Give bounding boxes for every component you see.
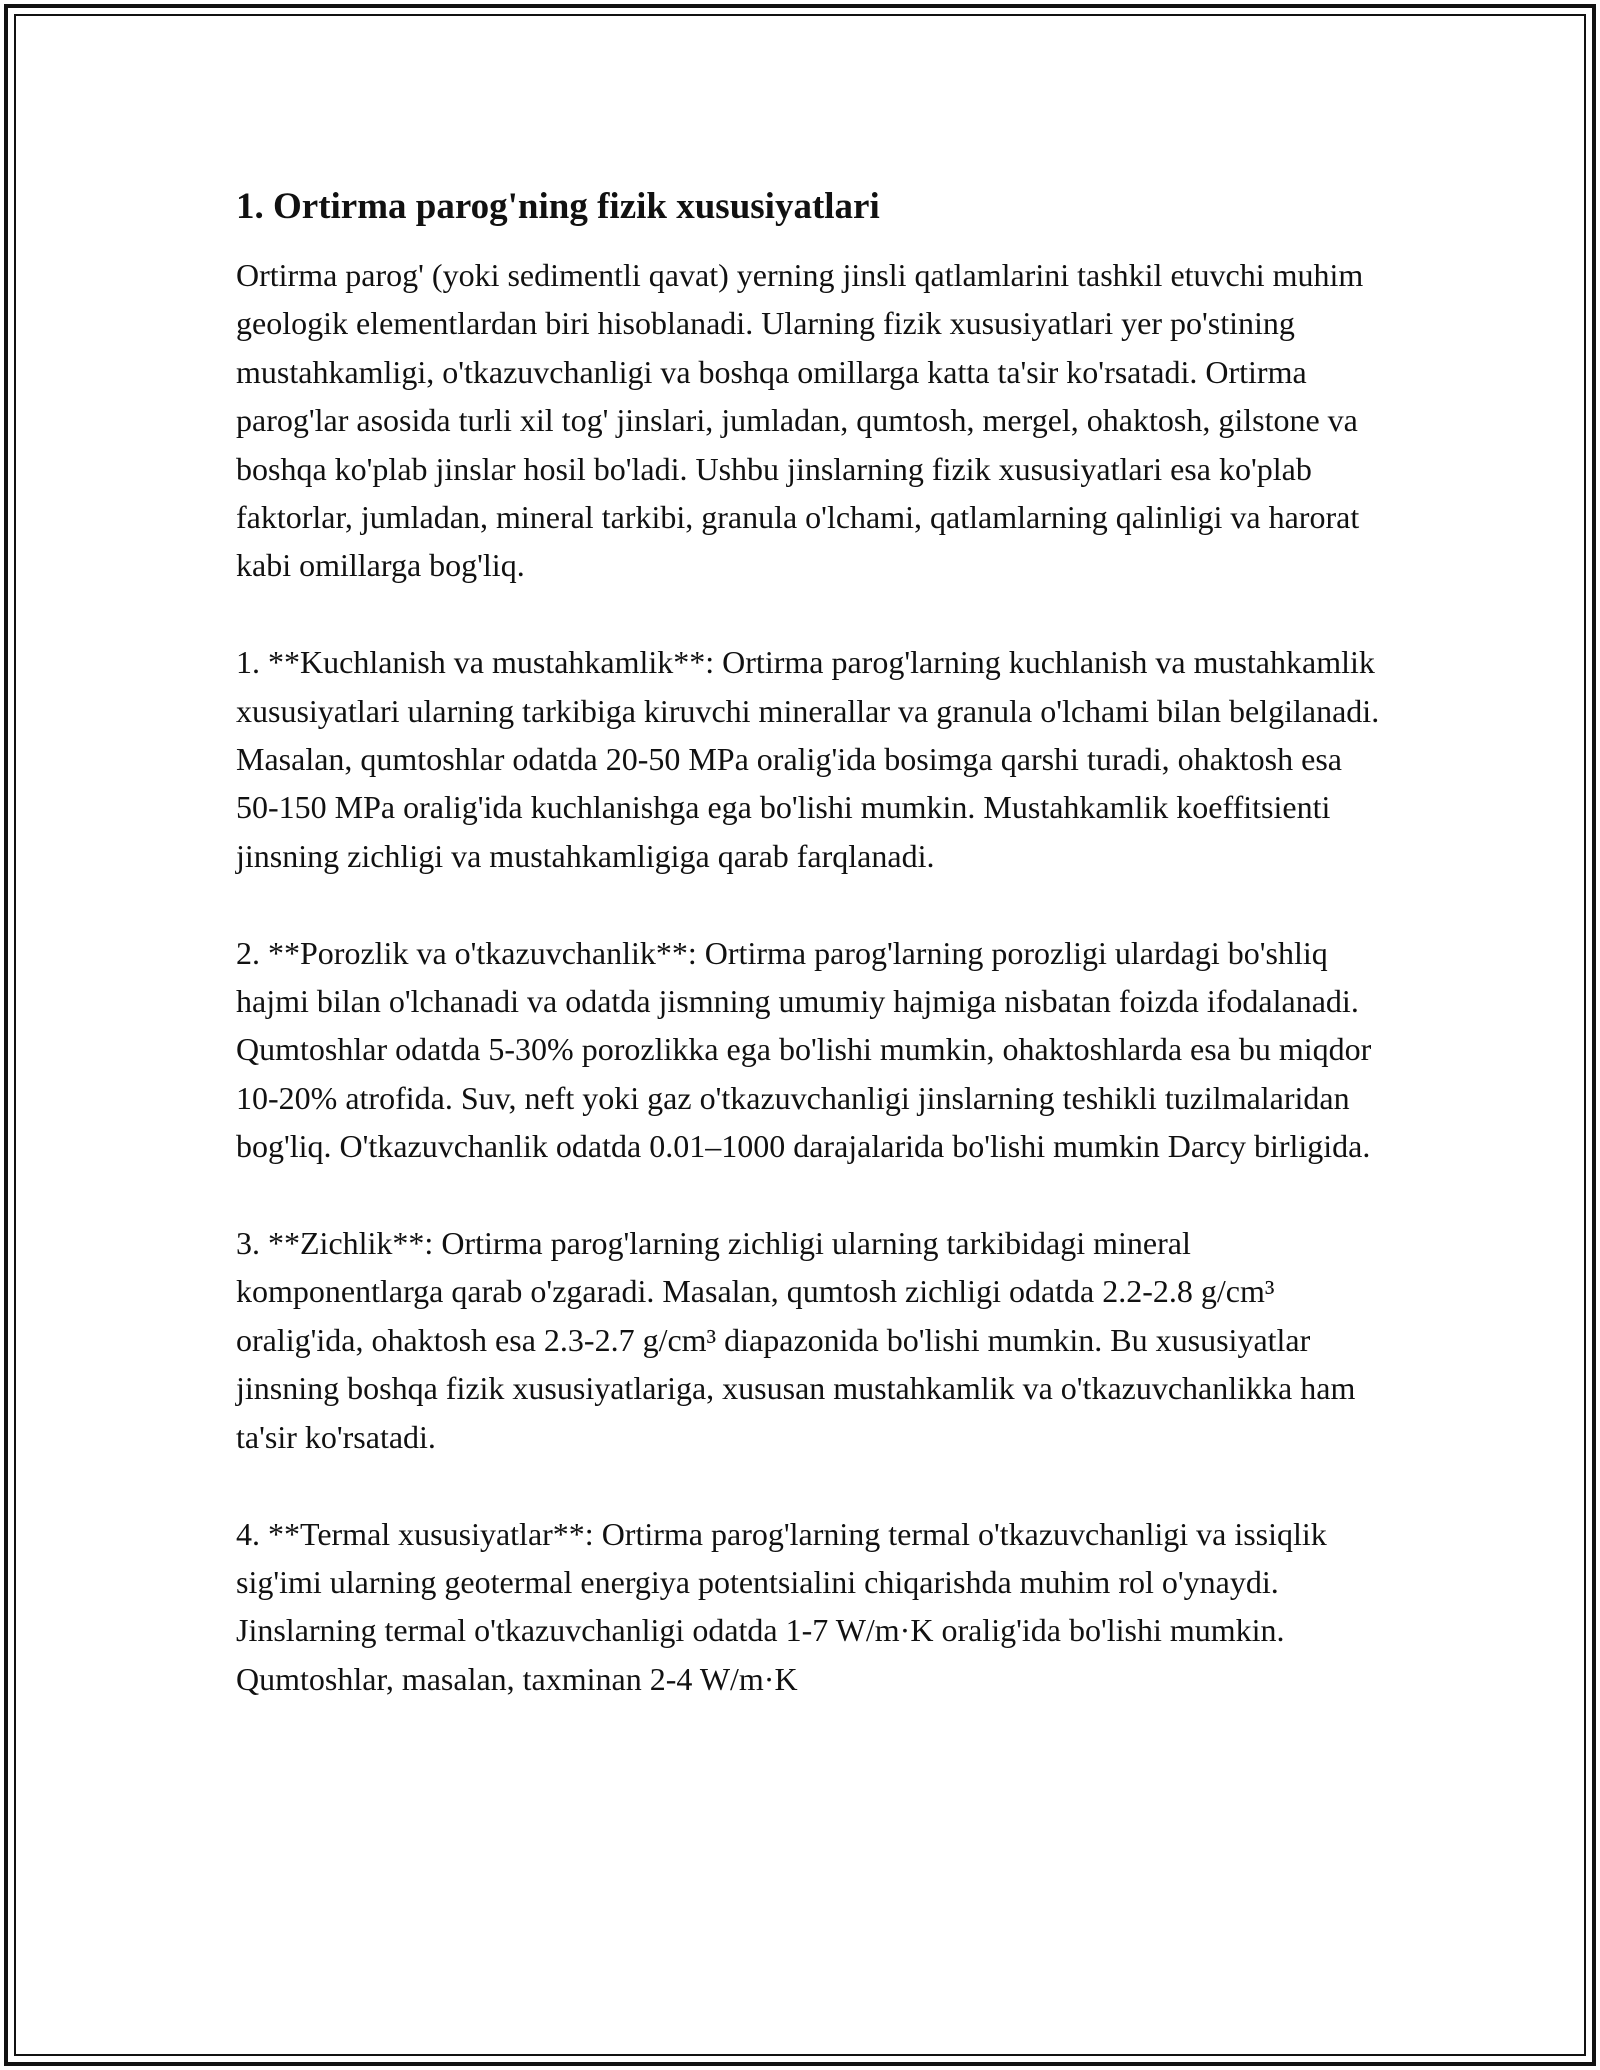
list-item-strength: 1. **Kuchlanish va mustahkamlik**: Ortirma parog'larning kuchlanish va mustahkamlik xususiyatlari ularning tarkibiga kiruvchi minerallar va granula o'lchami bilan belgilanadi. Masalan, qumtoshlar odatda 20-50 MPa oralig'ida bosimga qarshi turadi, ohaktosh esa 50-150 MPa oralig'ida kuchlanishga ega bo'lishi mumkin. Mustahkamlik koeffitsienti jinsning zichligi va mustahkamligiga qarab farqlanadi. (236, 644, 1380, 874)
document-body (236, 183, 1386, 1752)
list-item-thermal: 4. **Termal xususiyatlar**: Ortirma parog'larning termal o'tkazuvchanligi va issiqlik sig'imi ularning geotermal energiya potentsialini chiqarishda muhim rol o'ynaydi. Jinslarning termal o'tkazuvchanligi odatda 1-7 W/m·K oralig'ida bo'lishi mumkin. Qumtoshlar, masalan, taxminan 2-4 W/m·K (236, 1515, 1327, 1697)
section-heading: 1. Ortirma parog'ning fizik xususiyatlari (236, 186, 880, 227)
list-item-porosity: 2. **Porozlik va o'tkazuvchanlik**: Ortirma parog'larning porozligi ulardagi bo'shliq hajmi bilan o'lchanadi va odatda jismning umumiy hajmiga nisbatan foizda ifodalanadi. Qumtoshlar odatda 5-30% porozlikka ega bo'lishi mumkin, ohaktoshlarda esa bu miqdor 10-20% atrofida. Suv, neft yoki gaz o'tkazuvchanligi jinslarning teshikli tuzilmalaridan bog'liq. O'tkazuvchanlik odatda 0.01–1000 darajalarida bo'lishi mumkin Darcy birligida. (236, 934, 1372, 1165)
intro-paragraph: Ortirma parog' (yoki sedimentli qavat) yerning jinsli qatlamlarini tashkil etuvchi muhim geologik elementlardan biri hisoblanadi. Ularning fizik xususiyatlari yer po'stining mustahkamligi, o'tkazuvchanligi va boshqa omillarga katta ta'sir ko'rsatadi. Ortirma parog'lar asosida turli xil tog' jinslari, jumladan, qumtosh, mergel, ohaktosh, gilstone va boshqa ko'plab jinslar hosil bo'ladi. Ushbu jinslarning fizik xususiyatlari esa ko'plab faktorlar, jumladan, mineral tarkibi, granula o'lchami, qatlamlarning qalinligi va harorat kabi omillarga bog'liq. (236, 257, 1364, 584)
list-item-density: 3. **Zichlik**: Ortirma parog'larning zichligi ularning tarkibidagi mineral komponentlarga qarab o'zgaradi. Masalan, qumtosh zichligi odatda 2.2-2.8 g/cm³ oralig'ida, ohaktosh esa 2.3-2.7 g/cm³ diapazonida bo'lishi mumkin. Bu xususiyatlar jinsning boshqa fizik xususiyatlariga, xususan mustahkamlik va o'tkazuvchanlikka ham ta'sir ko'rsatadi. (236, 1225, 1356, 1455)
